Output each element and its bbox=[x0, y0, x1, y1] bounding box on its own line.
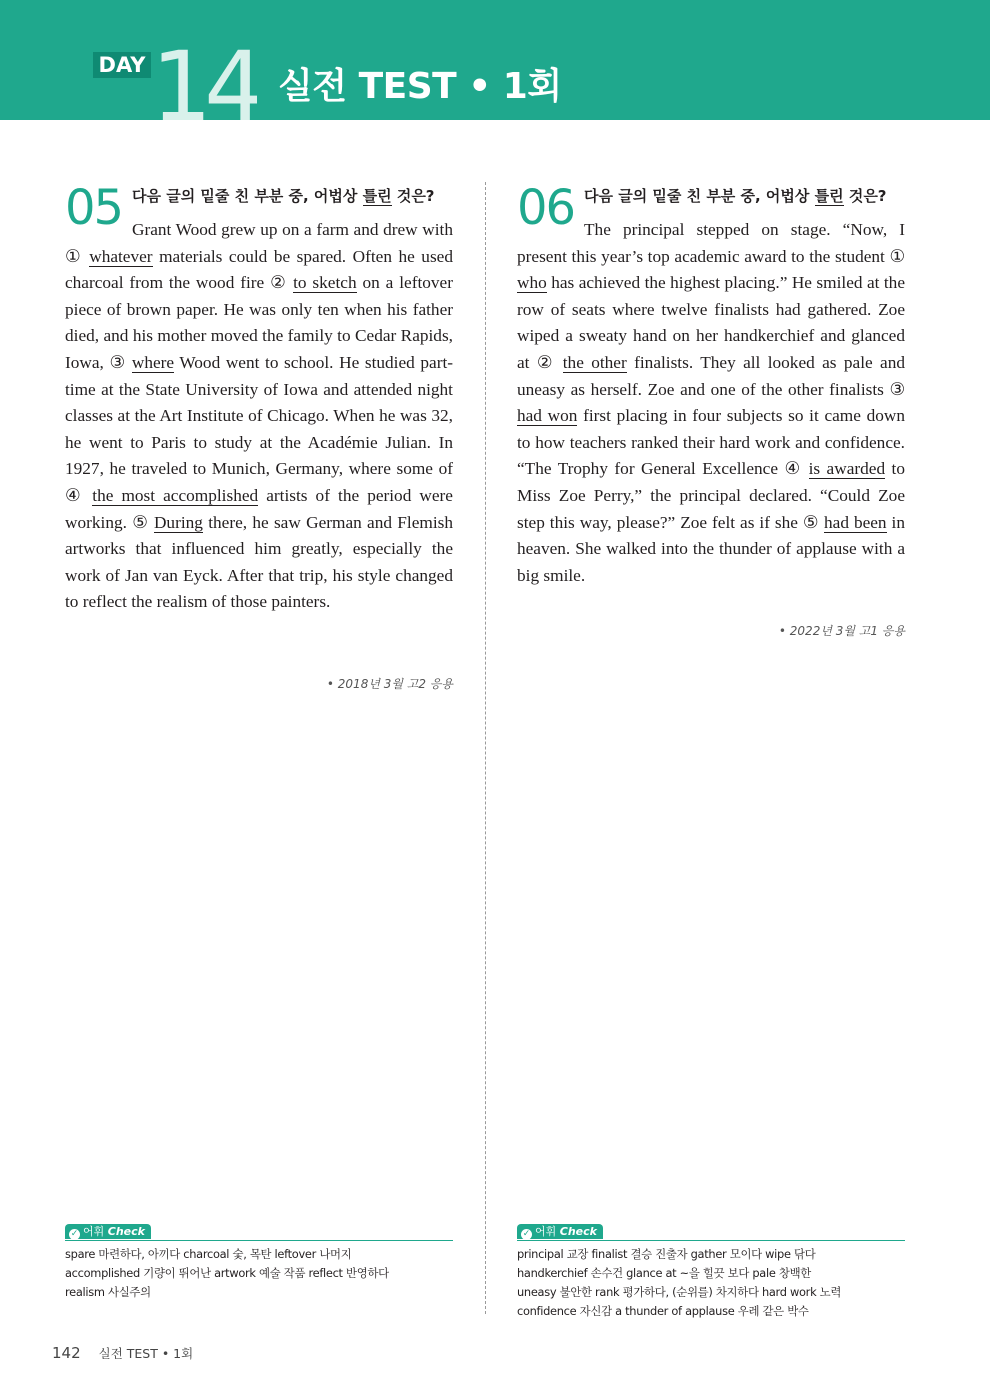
question-06 bbox=[517, 182, 905, 652]
underlined-choice-2: the other bbox=[562, 352, 627, 372]
passage-text: Grant Wood grew up on a farm and drew with ① bbox=[65, 220, 453, 266]
vocab-list bbox=[65, 1245, 453, 1302]
passage-text: first placing in four subjects so it came down to how teachers ranked their hard work and confidence. “The Trophy for General Excellence ④ bbox=[517, 406, 905, 479]
question-05 bbox=[65, 182, 453, 702]
passage-text: there, he saw German and Flemish artworks that influenced him greatly, especially the work of Jan van Eyck. After that trip, his style changed to reflect the realism of those painters. bbox=[65, 512, 453, 612]
prompt-underlined-word: 틀린 bbox=[814, 187, 844, 205]
passage-text: Wood went to school. He studied part-time at the State University of Iowa and attended night classes at the Art Institute of Chicago. When he was 32, he went to Paris to study at the Académie Julian. In 1927, he traveled to Munich, Germany, where some of ④ bbox=[65, 352, 454, 505]
vocab-line: spare 마련하다, 아끼다 charcoal 숯, 목탄 leftover 나머지 bbox=[65, 1247, 352, 1261]
page-header bbox=[0, 0, 990, 120]
vocab-line: handkerchief 손수건 glance at ~을 힐끗 보다 pale 창백한 bbox=[517, 1266, 811, 1280]
passage-text: has achieved the highest placing.” He smiled at the row of seats where twelve finalists had gathered. Zoe wiped a sweaty hand on her handkerchief and glanced at ② bbox=[517, 273, 905, 372]
page-title: 실전 TEST • 1회 bbox=[278, 66, 562, 107]
vocab-rule bbox=[65, 1240, 453, 1241]
check-icon: ✓ bbox=[70, 1229, 79, 1239]
passage-text: on a leftover piece of brown paper. He was only ten when his father died, and his mother moved the family to Cedar Rapids, Iowa, ③ bbox=[65, 273, 453, 372]
underlined-choice-4: is awarded bbox=[808, 459, 886, 479]
question-number: 05 bbox=[65, 180, 123, 236]
vocab-check-tag bbox=[517, 1224, 603, 1239]
question-prompt bbox=[584, 184, 887, 208]
prompt-text: 다음 글의 밑줄 친 부분 중, 어법상 bbox=[132, 187, 363, 205]
vocab-tag-en: Check bbox=[107, 1225, 145, 1238]
passage-text: materials could be spared. Often he used charcoal from the wood fire ② bbox=[65, 246, 453, 293]
vocab-line: principal 교장 finalist 결승 진출자 gather 모이다 wipe 닦다 bbox=[517, 1247, 816, 1261]
prompt-text: 다음 글의 밑줄 친 부분 중, 어법상 bbox=[584, 187, 815, 205]
column-divider bbox=[485, 182, 486, 1314]
vocab-line: realism 사실주의 bbox=[65, 1285, 151, 1299]
passage-text: to Miss Zoe Perry,” the principal declared. “Could Zoe step this way, please?” Zoe felt as if she ⑤ bbox=[517, 459, 906, 532]
day-label: DAY bbox=[93, 52, 151, 78]
underlined-choice-4: the most accomplished bbox=[92, 485, 259, 505]
prompt-underlined-word: 틀린 bbox=[362, 187, 392, 205]
page-number: 142 bbox=[52, 1344, 81, 1362]
vocab-line: confidence 자신감 a thunder of applause 우레 같은 박수 bbox=[517, 1304, 809, 1318]
footer-title: 실전 TEST • 1회 bbox=[98, 1346, 194, 1361]
source-note: • 2022년 3월 고1 응용 bbox=[778, 624, 905, 638]
source-note: • 2018년 3월 고2 응용 bbox=[326, 677, 453, 691]
underlined-choice-3: had won bbox=[517, 406, 578, 426]
page-footer bbox=[52, 1343, 193, 1362]
vocab-list bbox=[517, 1245, 905, 1321]
day-number: 14 bbox=[151, 32, 258, 120]
underlined-choice-5: had been bbox=[824, 512, 887, 532]
vocab-tag-en: Check bbox=[559, 1225, 597, 1238]
underlined-choice-1: whatever bbox=[89, 246, 153, 266]
underlined-choice-2: to sketch bbox=[293, 273, 357, 293]
passage bbox=[517, 217, 905, 589]
underlined-choice-5: During bbox=[153, 512, 203, 532]
passage-text: The principal stepped on stage. “Now, I present this year’s top academic award to the student ① bbox=[517, 220, 905, 266]
passage-text: artists of the period were working. ⑤ bbox=[65, 485, 453, 532]
vocab-rule bbox=[517, 1240, 905, 1241]
vocab-line: accomplished 기량이 뛰어난 artwork 예술 작품 reflect 반영하다 bbox=[65, 1266, 389, 1280]
passage bbox=[65, 217, 453, 616]
check-icon: ✓ bbox=[522, 1229, 531, 1239]
underlined-choice-3: where bbox=[131, 352, 175, 372]
prompt-text-end: 것은? bbox=[391, 187, 435, 205]
passage-text: in heaven. She walked into the thunder of applause with a big smile. bbox=[517, 512, 905, 585]
passage-text: finalists. They all looked as pale and uneasy as herself. Zoe and one of the other finalists ③ bbox=[517, 352, 905, 399]
vocab-check-box bbox=[65, 1222, 453, 1302]
underlined-choice-1: who bbox=[517, 273, 547, 293]
prompt-text-end: 것은? bbox=[843, 187, 887, 205]
vocab-tag-kr: 어휘 bbox=[535, 1225, 557, 1238]
vocab-check-tag bbox=[65, 1224, 151, 1239]
vocab-check-box bbox=[517, 1222, 905, 1321]
vocab-line: uneasy 불안한 rank 평가하다, (순위를) 차지하다 hard work 노력 bbox=[517, 1285, 842, 1299]
question-number: 06 bbox=[517, 180, 575, 236]
question-prompt bbox=[132, 184, 435, 208]
vocab-tag-kr: 어휘 bbox=[83, 1225, 105, 1238]
